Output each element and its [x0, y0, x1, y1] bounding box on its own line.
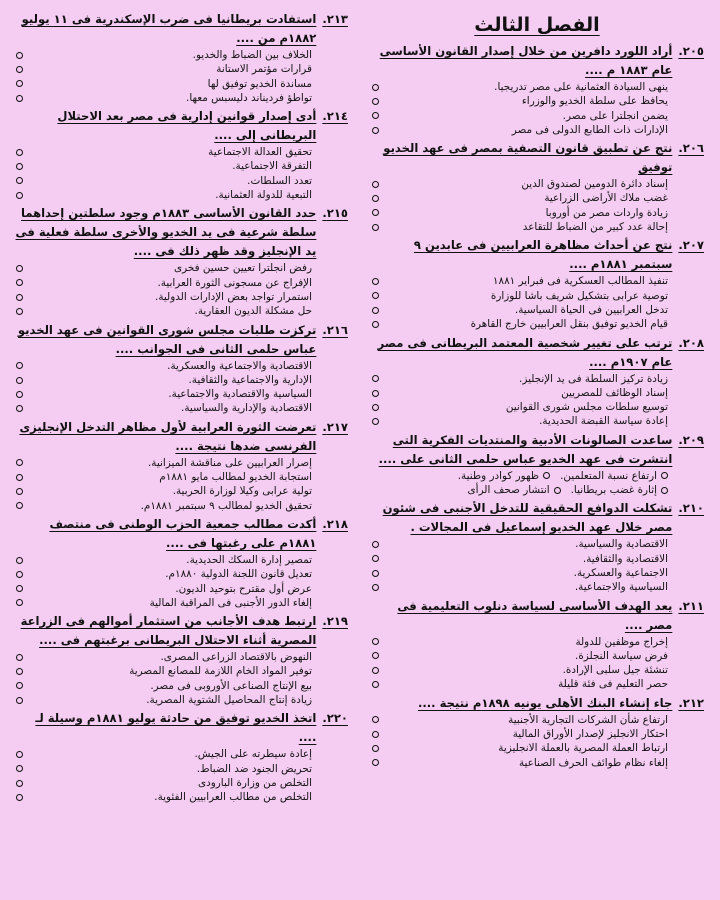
- options-list: [14, 261, 348, 318]
- option-text: تنشئة جيل سلبى الإرادة.: [562, 664, 668, 677]
- radio-circle-icon[interactable]: [16, 149, 23, 156]
- option-text: تحقيق العدالة الاجتماعية: [208, 146, 312, 159]
- option-text: الإدارات ذات الطابع الدولى فى مصر: [511, 123, 668, 136]
- radio-circle-icon[interactable]: [372, 541, 379, 548]
- question-text: تعرضت الثورة العرابية لأول مظاهر التدخل الإنجليزى الفرنسى ضدها نتيجة ....: [19, 419, 317, 453]
- question-text: تشكلت الدوافع الحقيقية للتدخل الأجنبى فى شئون مصر خلال عهد الخديو إسماعيل فى المجالات .: [382, 501, 673, 535]
- answer-option[interactable]: [370, 741, 704, 755]
- option-text: ينهى السيادة العثمانية على مصر تدريجيا.: [494, 81, 668, 93]
- answer-option[interactable]: [14, 48, 348, 62]
- option-text: إثارة غضب بريطانيا.: [570, 484, 657, 497]
- radio-circle-icon[interactable]: [16, 794, 23, 801]
- answer-option[interactable]: [370, 727, 704, 741]
- option-text: رفض انجلترا تعيين حسين فخرى: [174, 262, 312, 275]
- question-number: ٢١٩.: [322, 614, 348, 629]
- answer-option[interactable]: [370, 274, 704, 288]
- option-text: تعدد السلطات.: [247, 174, 312, 187]
- answer-option[interactable]: [560, 469, 668, 483]
- option-text: زيادة تركيز السلطة فى يد الإنجليز.: [519, 372, 668, 385]
- radio-circle-icon[interactable]: [16, 585, 23, 592]
- question-block: [370, 139, 704, 234]
- option-text: تمصير إدارة السكك الحديدية.: [186, 553, 312, 566]
- question-block: [14, 321, 348, 416]
- option-text: إلغاء الدور الأجنبى فى المراقبة المالية: [149, 596, 312, 609]
- radio-circle-icon[interactable]: [372, 681, 379, 688]
- radio-circle-icon[interactable]: [16, 557, 23, 564]
- options-list: [370, 635, 704, 692]
- question-heading: [14, 204, 348, 261]
- question-number: ٢١٦.: [322, 322, 348, 337]
- option-text: غضب ملاك الأراضى الزراعية: [544, 192, 668, 205]
- options-list: [370, 537, 704, 594]
- radio-circle-icon[interactable]: [372, 667, 379, 674]
- answer-option[interactable]: [370, 552, 704, 566]
- radio-circle-icon[interactable]: [16, 697, 23, 704]
- option-text: الإفراج عن مسجونى الثورة العرابية.: [157, 276, 312, 289]
- answer-option[interactable]: [14, 174, 348, 188]
- option-text: الخلاف بين الضباط والخديو.: [192, 49, 312, 61]
- radio-circle-icon[interactable]: [372, 181, 379, 188]
- options-list: [370, 713, 704, 770]
- question-block: [14, 204, 348, 318]
- question-number: ٢١٢.: [678, 695, 704, 710]
- option-text: بيع الإنتاج الصناعى الأوروبى فى مصر.: [150, 679, 312, 692]
- answer-option[interactable]: [14, 470, 348, 484]
- question-heading: [14, 612, 348, 650]
- radio-circle-icon[interactable]: [543, 472, 550, 479]
- radio-circle-icon[interactable]: [16, 192, 23, 199]
- question-number: ٢١٨.: [322, 516, 348, 531]
- option-text: تولية عرابى وكيلا لوزارة الحربية.: [172, 485, 312, 498]
- option-text: إلغاء نظام طوائف الحرف الصناعية: [518, 756, 668, 769]
- answer-option[interactable]: [370, 414, 704, 428]
- answer-option[interactable]: [370, 109, 704, 123]
- question-block: [370, 694, 704, 770]
- radio-circle-icon[interactable]: [16, 599, 23, 606]
- radio-circle-icon[interactable]: [372, 570, 379, 577]
- options-list: [14, 48, 348, 105]
- question-block: [14, 10, 348, 105]
- radio-circle-icon[interactable]: [16, 405, 23, 412]
- option-text: الاقتصادية والسياسية.: [575, 538, 668, 551]
- option-text: احتكار الانجليز لإصدار الأوراق المالية: [512, 728, 668, 741]
- answer-option[interactable]: [370, 756, 704, 770]
- radio-circle-icon[interactable]: [372, 716, 379, 723]
- option-text: إعادة سيطرته على الجيش.: [194, 748, 312, 761]
- answer-option[interactable]: [14, 276, 348, 290]
- question-block: [14, 612, 348, 707]
- options-row: [370, 483, 704, 497]
- answer-option[interactable]: [14, 790, 348, 804]
- radio-circle-icon[interactable]: [16, 765, 23, 772]
- option-text: إخراج موظفين للدولة: [575, 635, 668, 648]
- option-text: تحقيق الخديو لمطالب ٩ سبتمبر ١٨٨١م.: [140, 499, 312, 512]
- answer-option[interactable]: [14, 650, 348, 664]
- right-column: [370, 10, 704, 894]
- question-text: حدد القانون الأساسى ١٨٨٣م وجود سلطتين إحداهما سلطة شرعية فى يد الخديو والأخرى سلطة فعلية فى يد الإنجليز وقد ظهر ذلك فى ....: [15, 206, 317, 259]
- answer-option[interactable]: [14, 484, 348, 498]
- answer-option[interactable]: [14, 679, 348, 693]
- option-text: الاقتصادية والإدارية والسياسية.: [181, 402, 312, 415]
- question-text: تركزت طلبات مجلس شورى القوانين فى عهد الخديو عباس حلمى الثانى فى الجوانب ....: [17, 322, 317, 356]
- answer-option[interactable]: [14, 290, 348, 304]
- question-text: يعد الهدف الأساسى لسياسة دنلوب التعليمية فى مصر ....: [397, 598, 673, 632]
- option-text: توفير المواد الخام اللازمة للمصانع المصرية: [129, 665, 312, 678]
- option-text: عرض أول مقترح بتوحيد الديون.: [175, 582, 312, 595]
- question-text: استفادت بريطانيا فى ضرب الإسكندرية فى ١١ يوليو ١٨٨٢م من ....: [21, 12, 317, 45]
- options-list: [370, 177, 704, 234]
- radio-circle-icon[interactable]: [16, 177, 23, 184]
- radio-circle-icon[interactable]: [372, 127, 379, 134]
- question-number: ٢١٥.: [322, 206, 348, 221]
- answer-option[interactable]: [370, 80, 704, 94]
- option-text: توسيع سلطات مجلس شورى القوانين: [505, 401, 668, 414]
- radio-circle-icon[interactable]: [372, 84, 379, 91]
- option-text: انتشار صحف الرأى: [467, 484, 550, 497]
- option-text: إعادة سياسة القبضة الحديدية.: [539, 415, 668, 428]
- option-text: تواطؤ فرديناند دليسبس معها.: [186, 91, 312, 104]
- radio-circle-icon[interactable]: [372, 731, 379, 738]
- question-number: ٢٠٩.: [678, 432, 704, 447]
- radio-circle-icon[interactable]: [372, 652, 379, 659]
- option-text: تعديل قانون اللجنة الدولية ١٨٨٠م.: [165, 568, 312, 581]
- answer-option[interactable]: [14, 567, 348, 581]
- radio-circle-icon[interactable]: [372, 278, 379, 285]
- radio-circle-icon[interactable]: [16, 95, 23, 102]
- question-number: ٢٠٦.: [678, 141, 704, 156]
- option-text: إسناد الوظائف للمصريين: [561, 386, 668, 399]
- answer-option[interactable]: [14, 188, 348, 202]
- answer-option[interactable]: [370, 386, 704, 400]
- answer-option[interactable]: [14, 62, 348, 76]
- option-text: السياسية والاقتصادية والاجتماعية.: [168, 388, 312, 401]
- answer-option[interactable]: [14, 145, 348, 159]
- radio-circle-icon[interactable]: [372, 292, 379, 299]
- radio-circle-icon[interactable]: [16, 682, 23, 689]
- options-list: [14, 553, 348, 610]
- radio-circle-icon[interactable]: [372, 584, 379, 591]
- answer-option[interactable]: [14, 776, 348, 790]
- answer-option[interactable]: [14, 693, 348, 707]
- radio-circle-icon[interactable]: [16, 571, 23, 578]
- question-heading: [370, 499, 704, 537]
- radio-circle-icon[interactable]: [372, 375, 379, 382]
- options-list: [14, 145, 348, 202]
- radio-circle-icon[interactable]: [16, 668, 23, 675]
- radio-circle-icon[interactable]: [16, 66, 23, 73]
- radio-circle-icon[interactable]: [16, 474, 23, 481]
- question-block: [370, 236, 704, 331]
- option-text: التخلص من وزارة البارودى: [198, 776, 312, 789]
- radio-circle-icon[interactable]: [372, 418, 379, 425]
- answer-option[interactable]: [14, 77, 348, 91]
- option-text: حل مشكلة الديون العقارية.: [194, 305, 312, 318]
- question-heading: [370, 334, 704, 372]
- answer-option[interactable]: [14, 582, 348, 596]
- option-text: التفرقة الاجتماعية.: [232, 160, 312, 173]
- answer-option[interactable]: [14, 159, 348, 173]
- answer-option[interactable]: [370, 400, 704, 414]
- question-number: ٢١٧.: [322, 419, 348, 434]
- radio-circle-icon[interactable]: [16, 362, 23, 369]
- options-list: [14, 456, 348, 513]
- radio-circle-icon[interactable]: [16, 52, 23, 59]
- radio-circle-icon[interactable]: [16, 308, 23, 315]
- question-heading: [14, 418, 348, 456]
- radio-circle-icon[interactable]: [16, 294, 23, 301]
- answer-option[interactable]: [370, 177, 704, 191]
- options-list: [370, 372, 704, 429]
- radio-circle-icon[interactable]: [661, 487, 668, 494]
- option-text: ارتفاع شأن الشركات التجارية الأجنبية: [508, 713, 668, 726]
- option-text: التخلص من مطالب العرابيين الفئوية.: [154, 791, 312, 804]
- question-heading: [14, 107, 348, 145]
- question-block: [370, 431, 704, 498]
- radio-circle-icon[interactable]: [16, 80, 23, 87]
- question-number: ٢١٠.: [678, 501, 704, 516]
- option-text: زيادة واردات مصر من أوروبا: [545, 206, 668, 219]
- question-number: ٢٢٠.: [322, 711, 348, 726]
- answer-option[interactable]: [370, 649, 704, 663]
- option-text: السياسية والاجتماعية.: [574, 581, 668, 594]
- option-text: يضمن انجلترا على مصر.: [562, 109, 668, 122]
- answer-option[interactable]: [370, 94, 704, 108]
- answer-option[interactable]: [14, 499, 348, 513]
- option-text: إسناد دائرة الدومين لصندوق الدين: [521, 178, 668, 191]
- question-text: نتج عن أحداث مظاهرة العرابيين فى عابدين ٩ سبتمبر ١٨٨١م ....: [413, 238, 673, 272]
- question-block: [14, 418, 348, 513]
- answer-option[interactable]: [14, 304, 348, 318]
- answer-option[interactable]: [370, 191, 704, 205]
- answer-option[interactable]: [370, 220, 704, 234]
- option-text: تحريض الجنود ضد الضباط.: [196, 762, 312, 775]
- options-list: [370, 80, 704, 137]
- radio-circle-icon[interactable]: [16, 459, 23, 466]
- question-block: [370, 499, 704, 594]
- question-number: ٢٠٨.: [678, 335, 704, 350]
- option-text: النهوض بالاقتصاد الزراعى المصرى.: [160, 651, 312, 664]
- answer-option[interactable]: [14, 664, 348, 678]
- option-text: ارتفاع نسبة المتعلمين.: [560, 469, 657, 482]
- question-text: ارتبط هدف الأجانب من استثمار أموالهم فى الزراعة المصرية أثناء الاحتلال البريطانى برغبتهم فى ....: [20, 614, 317, 648]
- answer-option[interactable]: [468, 483, 561, 497]
- answer-option[interactable]: [370, 372, 704, 386]
- question-text: ترتب على تغيير شخصية المعتمد البريطانى فى مصر عام ١٩٠٧م ....: [377, 335, 673, 369]
- question-number: ٢١٣.: [322, 12, 348, 26]
- answer-option[interactable]: [370, 580, 704, 594]
- question-heading: [370, 236, 704, 274]
- option-text: الإدارية والاجتماعية والثقافية.: [188, 373, 312, 386]
- question-heading: [14, 709, 348, 747]
- radio-circle-icon[interactable]: [372, 404, 379, 411]
- question-number: ٢٠٥.: [678, 44, 704, 58]
- answer-option[interactable]: [14, 91, 348, 105]
- option-text: فرض سياسة النجلزة.: [575, 649, 668, 662]
- answer-option[interactable]: [370, 635, 704, 649]
- answer-option[interactable]: [14, 387, 348, 401]
- option-text: الاقتصادية والاجتماعية والعسكرية.: [167, 359, 312, 372]
- options-list: [14, 747, 348, 804]
- question-heading: [14, 10, 348, 48]
- answer-option[interactable]: [14, 373, 348, 387]
- left-column: [14, 10, 348, 894]
- answer-option[interactable]: [458, 469, 550, 483]
- answer-option[interactable]: [370, 663, 704, 677]
- options-row: [370, 469, 704, 483]
- option-text: حصر التعليم فى فئة قليلة: [558, 678, 668, 691]
- question-text: نتج عن تطبيق قانون التصفية بمصر فى عهد الخديو توفيق: [383, 141, 673, 175]
- question-number: ٢١٤.: [322, 109, 348, 124]
- question-text: أراد اللورد دافرين من خلال إصدار القانون الأساسى عام ١٨٨٣ م ....: [379, 44, 673, 77]
- radio-circle-icon[interactable]: [372, 98, 379, 105]
- answer-option[interactable]: [14, 359, 348, 373]
- answer-option[interactable]: [370, 566, 704, 580]
- option-text: إصرار العرابيين على مناقشة الميزانية.: [147, 456, 312, 469]
- radio-circle-icon[interactable]: [16, 391, 23, 398]
- question-block: [370, 597, 704, 692]
- radio-circle-icon[interactable]: [661, 472, 668, 479]
- options-list: [370, 274, 704, 331]
- question-text: أكدت مطالب جمعية الحزب الوطنى فى منتصف ١٨٨١م على رغبتها فى ....: [49, 516, 317, 550]
- radio-circle-icon[interactable]: [372, 224, 379, 231]
- question-block: [14, 709, 348, 804]
- question-text: أدى إصدار قوانين إدارية فى مصر بعد الاحتلال البريطانى إلى ....: [57, 109, 317, 143]
- option-text: إحالة عدد كبير من الضباط للتقاعد: [522, 221, 668, 234]
- radio-circle-icon[interactable]: [372, 638, 379, 645]
- radio-circle-icon[interactable]: [16, 377, 23, 384]
- question-heading: [370, 431, 704, 469]
- answer-option[interactable]: [571, 483, 668, 497]
- radio-circle-icon[interactable]: [372, 555, 379, 562]
- answer-option[interactable]: [370, 713, 704, 727]
- options-list: [14, 650, 348, 707]
- radio-circle-icon[interactable]: [16, 751, 23, 758]
- question-block: [14, 107, 348, 202]
- answer-option[interactable]: [14, 553, 348, 567]
- option-text: استجابة الخديو لمطالب مايو ١٨٨١م: [159, 471, 312, 484]
- answer-option[interactable]: [14, 747, 348, 761]
- question-heading: [14, 515, 348, 553]
- question-block: [370, 42, 704, 137]
- radio-circle-icon[interactable]: [372, 321, 379, 328]
- option-text: استمرار تواجد بعض الإدارات الدولية.: [155, 290, 312, 303]
- question-heading: [370, 694, 704, 713]
- answer-option[interactable]: [370, 289, 704, 303]
- question-text: ساعدت الصالونات الأدبية والمنتديات الفكرية التى انتشرت فى عهد الخديو عباس حلمى الثانى على ....: [378, 432, 673, 466]
- answer-option[interactable]: [14, 456, 348, 470]
- option-text: ارتباط العملة المصرية بالعملة الانجليزية: [498, 742, 668, 755]
- radio-circle-icon[interactable]: [16, 163, 23, 170]
- question-number: ٢١١.: [678, 598, 704, 613]
- option-text: ظهور كوادر وطنية.: [457, 469, 540, 482]
- radio-circle-icon[interactable]: [372, 390, 379, 397]
- question-block: [370, 334, 704, 429]
- option-text: زيادة إنتاج المحاصيل الشتوية المصرية.: [146, 694, 312, 707]
- question-heading: [370, 597, 704, 635]
- question-heading: [14, 321, 348, 359]
- radio-circle-icon[interactable]: [554, 487, 561, 494]
- answer-option[interactable]: [370, 677, 704, 691]
- radio-circle-icon[interactable]: [16, 502, 23, 509]
- radio-circle-icon[interactable]: [372, 745, 379, 752]
- answer-option[interactable]: [14, 401, 348, 415]
- option-text: قرارات مؤتمر الاستانة: [216, 63, 312, 76]
- option-text: قيام الخديو توفيق بنقل العرابيين خارج القاهرة: [470, 318, 668, 331]
- answer-option[interactable]: [370, 303, 704, 317]
- question-heading: [370, 42, 704, 80]
- question-number: ٢٠٧.: [678, 238, 704, 253]
- question-text: اتخذ الخديو توفيق من حادثة يوليو ١٨٨١م وسيلة لـ ....: [35, 711, 317, 745]
- answer-option[interactable]: [14, 261, 348, 275]
- option-text: يحافظ على سلطة الخديو والوزراء: [521, 95, 668, 108]
- radio-circle-icon[interactable]: [372, 195, 379, 202]
- question-block: [14, 515, 348, 610]
- chapter-title: الفصل الثالث: [474, 14, 600, 36]
- option-text: مساندة الخديو توفيق لها: [207, 77, 312, 90]
- question-text: جاء إنشاء البنك الأهلى يونيه ١٨٩٨م نتيجة ....: [417, 695, 673, 710]
- answer-option[interactable]: [370, 537, 704, 551]
- radio-circle-icon[interactable]: [372, 759, 379, 766]
- radio-circle-icon[interactable]: [16, 265, 23, 272]
- radio-circle-icon[interactable]: [16, 780, 23, 787]
- option-text: تدخل العرابيين فى الحياة السياسية.: [514, 303, 668, 316]
- answer-option[interactable]: [14, 596, 348, 610]
- option-text: الاجتماعية والعسكرية.: [573, 566, 668, 579]
- answer-option[interactable]: [370, 123, 704, 137]
- radio-circle-icon[interactable]: [372, 209, 379, 216]
- option-text: تنفيذ المطالب العسكرية فى فبراير ١٨٨١: [492, 275, 668, 288]
- answer-option[interactable]: [14, 762, 348, 776]
- radio-circle-icon[interactable]: [16, 654, 23, 661]
- option-text: توصية عرابى بتشكيل شريف باشا للوزارة: [490, 289, 668, 302]
- radio-circle-icon[interactable]: [372, 307, 379, 314]
- question-heading: [370, 139, 704, 177]
- radio-circle-icon[interactable]: [16, 279, 23, 286]
- radio-circle-icon[interactable]: [372, 112, 379, 119]
- options-list: [14, 359, 348, 416]
- radio-circle-icon[interactable]: [16, 488, 23, 495]
- answer-option[interactable]: [370, 317, 704, 331]
- answer-option[interactable]: [370, 206, 704, 220]
- option-text: التبعية للدولة العثمانية.: [215, 189, 312, 202]
- option-text: الاقتصادية والثقافية.: [582, 552, 668, 565]
